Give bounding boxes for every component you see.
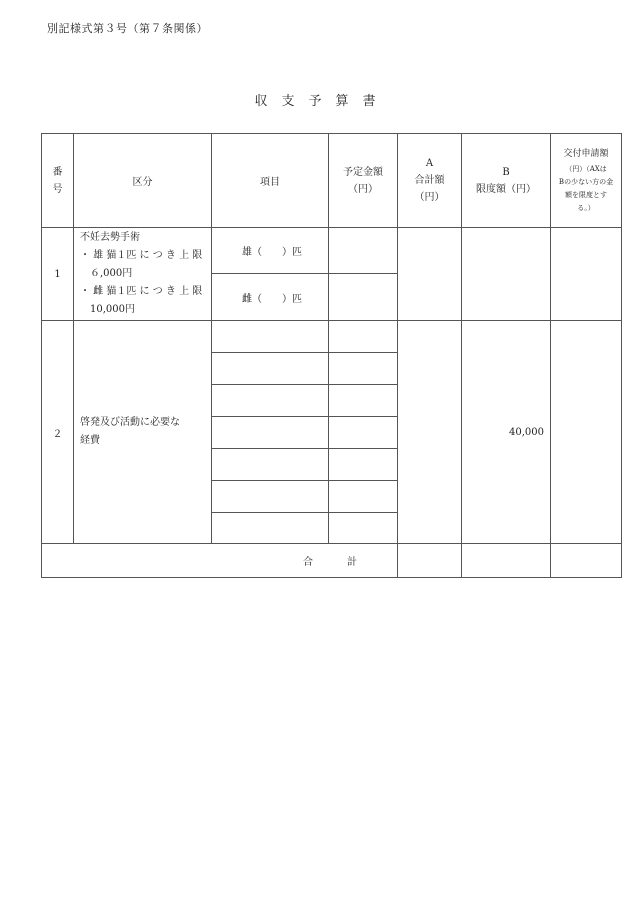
row-category: 不妊去勢手術 ・ 雄 猫１匹 に つ き 上 限 ６,000円 ・ 雌 猫１匹 に つ き 上 限 10,000円: [74, 228, 212, 321]
application-amount-row1[interactable]: [551, 228, 622, 321]
a-total-sum[interactable]: [398, 544, 462, 578]
row-number: 1: [42, 228, 74, 321]
item-male-cats[interactable]: 雄（ ）匹: [212, 228, 329, 274]
item-input[interactable]: [212, 481, 329, 513]
total-row: [42, 544, 622, 578]
header-a-total: A 合計額 （円）: [398, 134, 462, 228]
planned-amount-input[interactable]: [329, 449, 398, 481]
planned-amount-input[interactable]: [329, 481, 398, 513]
planned-amount-input[interactable]: [329, 513, 398, 544]
header-number: 番 号: [42, 134, 74, 228]
row-category: 啓発及び活動に必要な 経費: [74, 321, 212, 544]
a-total-row2[interactable]: [398, 321, 462, 544]
form-number: 別記様式第３号（第７条関係）: [47, 22, 208, 35]
header-row: [42, 134, 622, 228]
item-input[interactable]: [212, 353, 329, 385]
header-application-amount: 交付申請額 （円）（AXは Bの少ない方の金 額を限度とす る。）: [551, 134, 622, 228]
item-input[interactable]: [212, 513, 329, 544]
table-row: [42, 228, 622, 274]
item-female-cats[interactable]: 雌（ ）匹: [212, 274, 329, 321]
planned-amount-female[interactable]: [329, 274, 398, 321]
application-amount-row2[interactable]: [551, 321, 622, 544]
item-input[interactable]: [212, 321, 329, 353]
b-limit-row1: [462, 228, 551, 321]
row-number: ２: [42, 321, 74, 544]
budget-table: [41, 133, 622, 578]
header-category: 区分: [74, 134, 212, 228]
header-planned-amount: 予定金額 （円）: [329, 134, 398, 228]
planned-amount-input[interactable]: [329, 385, 398, 417]
b-limit-row2: 40,000: [462, 321, 551, 544]
application-amount-sum[interactable]: [551, 544, 622, 578]
document-title: 収支予算書: [254, 94, 390, 109]
planned-amount-male[interactable]: [329, 228, 398, 274]
total-label: 合計: [42, 544, 398, 578]
planned-amount-input[interactable]: [329, 353, 398, 385]
item-input[interactable]: [212, 385, 329, 417]
header-b-limit: B 限度額（円）: [462, 134, 551, 228]
header-item: 項目: [212, 134, 329, 228]
item-input[interactable]: [212, 449, 329, 481]
b-limit-sum: [462, 544, 551, 578]
planned-amount-input[interactable]: [329, 321, 398, 353]
planned-amount-input[interactable]: [329, 417, 398, 449]
a-total-row1[interactable]: [398, 228, 462, 321]
item-input[interactable]: [212, 417, 329, 449]
table-row: [42, 321, 622, 353]
